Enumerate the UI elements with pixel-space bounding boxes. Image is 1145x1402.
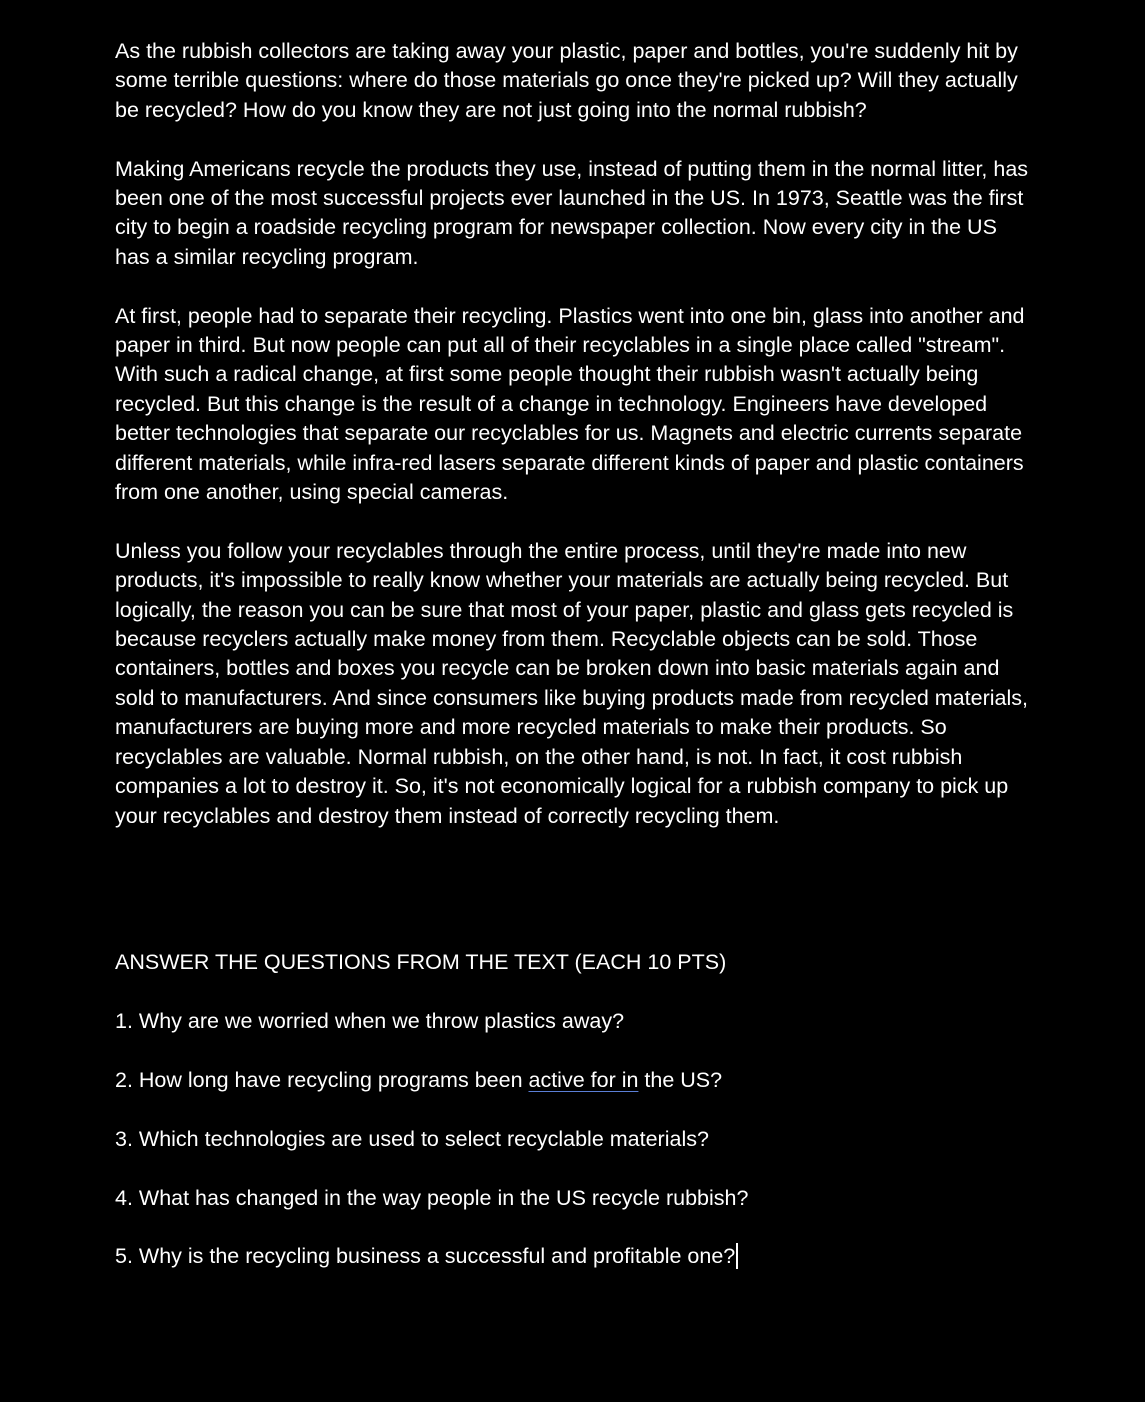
question-2-end: the US? bbox=[638, 1067, 723, 1092]
question-5: 5. Why is the recycling business a successful and profitable one? bbox=[115, 1244, 736, 1269]
blank-space bbox=[115, 860, 1035, 948]
question-4: 4. What has changed in the way people in the US recycle rubbish? bbox=[115, 1185, 749, 1210]
underlined-phrase[interactable]: active for in bbox=[528, 1067, 639, 1092]
document-body[interactable] bbox=[115, 37, 1035, 1301]
paragraph-technology: At first, people had to separate their recycling. Plastics went into one bin, glass into another and paper in third. But now people can put all of their recyclables in a single place called "stream". With such a radical change, at first some people thought their rubbish wasn't actually being recycled. But this change is the result of a change in technology. Engineers have developed better technologies that separate our recyclables for us. Magnets and electric currents separate different materials, while infra-red lasers separate different kinds of paper and plastic containers from one another, using special cameras. bbox=[115, 303, 1025, 505]
question-2-start: 2. How long have recycling programs been bbox=[115, 1067, 529, 1092]
question-2 bbox=[115, 1066, 1035, 1095]
questions-heading: ANSWER THE QUESTIONS FROM THE TEXT (EACH 10 PTS) bbox=[115, 950, 727, 975]
question-3: 3. Which technologies are used to select recyclable materials? bbox=[115, 1126, 709, 1151]
text-cursor bbox=[736, 1243, 738, 1269]
question-5-line bbox=[115, 1242, 1035, 1271]
paragraph-history: Making Americans recycle the products they use, instead of putting them in the normal litter, has been one of the most successful projects ever launched in the US. In 1973, Seattle was the first city to begin a roadside recycling program for newspaper collection. Now every city in the US has a similar recycling program. bbox=[115, 156, 1029, 269]
paragraph-economics: Unless you follow your recyclables through the entire process, until they're made into new products, it's impossible to really know whether your materials are actually being recycled. But logically, the reason you can be sure that most of your paper, plastic and glass gets recycled is because recyclers actually make money from them. Recyclable objects can be sold. Those containers, bottles and boxes you recycle can be broken down into basic materials again and sold to manufacturers. And since consumers like buying products made from recycled materials, manufacturers are buying more and more recycled materials to make their products. So recyclables are valuable. Normal rubbish, on the other hand, is not. In fact, it cost rubbish companies a lot to destroy it. So, it's not economically logical for a rubbish company to pick up your recyclables and destroy them instead of correctly recycling them. bbox=[115, 538, 1028, 828]
paragraph-intro: As the rubbish collectors are taking away your plastic, paper and bottles, you're suddenly hit by some terrible questions: where do those materials go once they're picked up? Will they actually be recycled? How do you know they are not just going into the normal rubbish? bbox=[115, 39, 1018, 122]
question-1: 1. Why are we worried when we throw plastics away? bbox=[115, 1009, 625, 1034]
